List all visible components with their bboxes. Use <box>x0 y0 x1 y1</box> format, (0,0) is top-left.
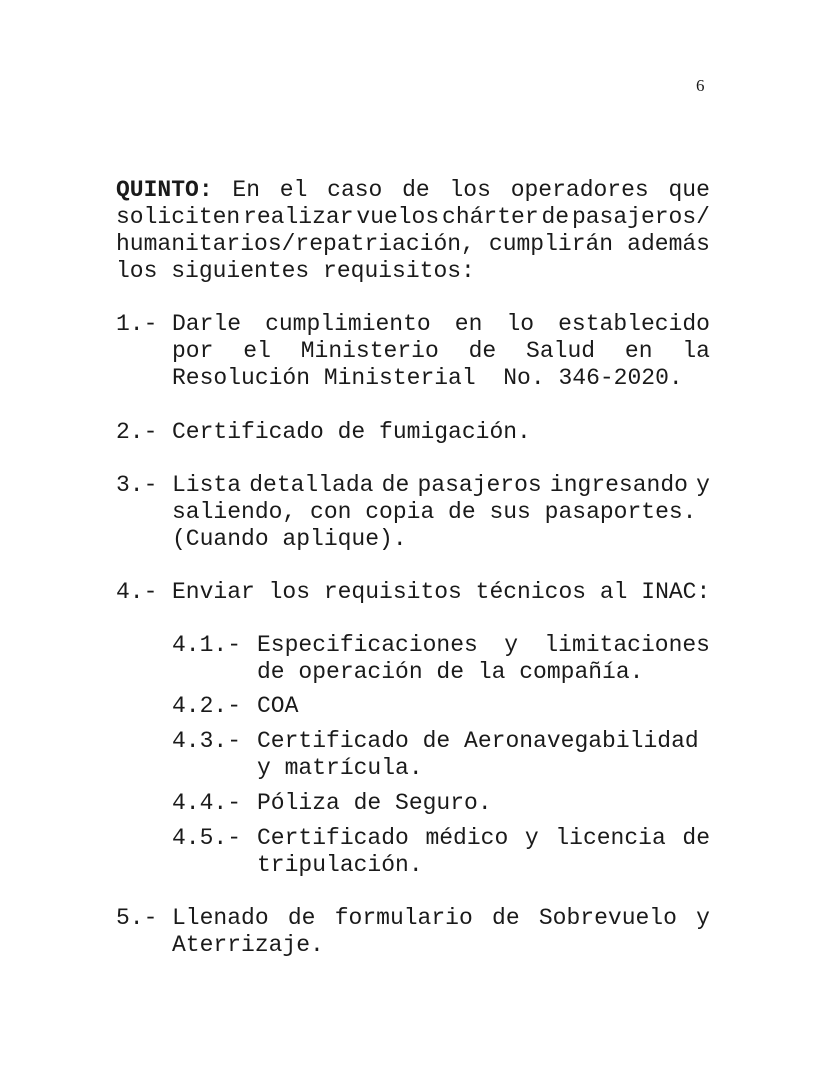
word: y <box>524 825 539 851</box>
word: médico <box>425 825 509 851</box>
item-number: 4.3.- <box>172 728 242 754</box>
word: Ministerio <box>300 338 439 364</box>
item-number: 3.- <box>116 472 158 498</box>
text-line: saliendo, con copia de sus pasaportes. <box>172 499 697 525</box>
word: la <box>682 338 710 364</box>
word: de <box>287 905 316 931</box>
word: en <box>624 338 653 364</box>
text-line <box>172 311 710 338</box>
word: de <box>682 825 710 851</box>
word: los <box>449 177 491 203</box>
word: vuelos <box>356 204 440 230</box>
word: licencia <box>555 825 666 851</box>
word: en <box>454 311 483 337</box>
text-line: Enviar los requisitos técnicos al INAC: <box>172 579 711 605</box>
word: Sobrevuelo <box>538 905 677 931</box>
item-number: 4.1.- <box>172 632 242 658</box>
word: lo <box>506 311 535 337</box>
word: establecido <box>558 311 710 337</box>
item-number: 1.- <box>116 311 158 337</box>
word: Certificado <box>257 825 409 851</box>
text-line <box>116 177 710 204</box>
requirement-item <box>172 472 710 553</box>
requirement-item <box>172 419 710 446</box>
word: soliciten <box>116 204 241 230</box>
word: y <box>696 905 710 931</box>
text-line: (Cuando aplique). <box>172 526 407 552</box>
item-number: 4.4.- <box>172 790 242 816</box>
text-line: Aterrizaje. <box>172 932 324 958</box>
word: cumplirán <box>488 231 614 257</box>
word: cumplimiento <box>265 311 431 337</box>
item-number: 5.- <box>116 905 158 931</box>
technical-requirement-item <box>257 693 710 720</box>
word: formulario <box>334 905 473 931</box>
word: caso <box>327 177 383 203</box>
word: ingresando <box>549 472 688 498</box>
text-line: Certificado de fumigación. <box>172 419 531 445</box>
text-line <box>257 632 710 659</box>
word: pasajeros <box>417 472 542 498</box>
word: que <box>668 177 710 203</box>
word: por <box>172 338 214 364</box>
word: de <box>492 905 520 931</box>
text-line <box>116 231 710 258</box>
text-line: COA <box>257 693 299 719</box>
requirement-item <box>172 311 710 392</box>
word: de <box>541 204 570 230</box>
word: pasajeros/ <box>571 204 710 230</box>
text-line: los siguientes requisitos: <box>116 258 475 284</box>
item-number: 2.- <box>116 419 158 445</box>
text-line <box>172 905 710 932</box>
word: Llenado <box>172 905 269 931</box>
word: el <box>243 338 271 364</box>
text-line: Resolución Ministerial No. 346-2020. <box>172 365 683 391</box>
text-line: Póliza de Seguro. <box>257 790 492 816</box>
word: realizar <box>243 204 354 230</box>
word: además <box>627 231 710 257</box>
technical-requirement-item <box>257 825 710 879</box>
word: En <box>232 177 260 203</box>
technical-requirement-item <box>257 632 710 686</box>
word: operadores <box>510 177 649 203</box>
text-line <box>172 472 710 499</box>
technical-requirement-item <box>257 790 710 817</box>
requirement-item <box>172 579 710 606</box>
text-line: de operación de la compañía. <box>257 659 644 685</box>
page-number: 6 <box>696 76 705 95</box>
word: Especificaciones <box>257 632 478 658</box>
item-number: 4.2.- <box>172 693 242 719</box>
word: y <box>696 472 710 498</box>
text-line <box>172 338 710 365</box>
item-number: 4.- <box>116 579 158 605</box>
word: y <box>504 632 518 658</box>
word: detallada <box>249 472 374 498</box>
word: Lista <box>172 472 242 498</box>
text-line <box>257 825 710 852</box>
text-line: tripulación. <box>257 852 423 878</box>
section-heading: QUINTO: <box>116 177 213 203</box>
requirement-item <box>172 905 710 959</box>
item-number: 4.5.- <box>172 825 242 851</box>
text-line: y matrícula. <box>257 755 423 781</box>
technical-requirement-item <box>257 728 710 782</box>
text-line: Certificado de Aeronavegabilidad <box>257 728 699 754</box>
word: Darle <box>172 311 242 337</box>
word: humanitarios/repatriación, <box>116 231 475 257</box>
intro-paragraph <box>116 177 710 285</box>
word: de <box>468 338 497 364</box>
word: de <box>381 472 410 498</box>
word: Salud <box>526 338 596 364</box>
word: de <box>402 177 430 203</box>
word: el <box>279 177 308 203</box>
word: chárter <box>442 204 539 230</box>
word: limitaciones <box>544 632 710 658</box>
text-line <box>116 204 710 231</box>
